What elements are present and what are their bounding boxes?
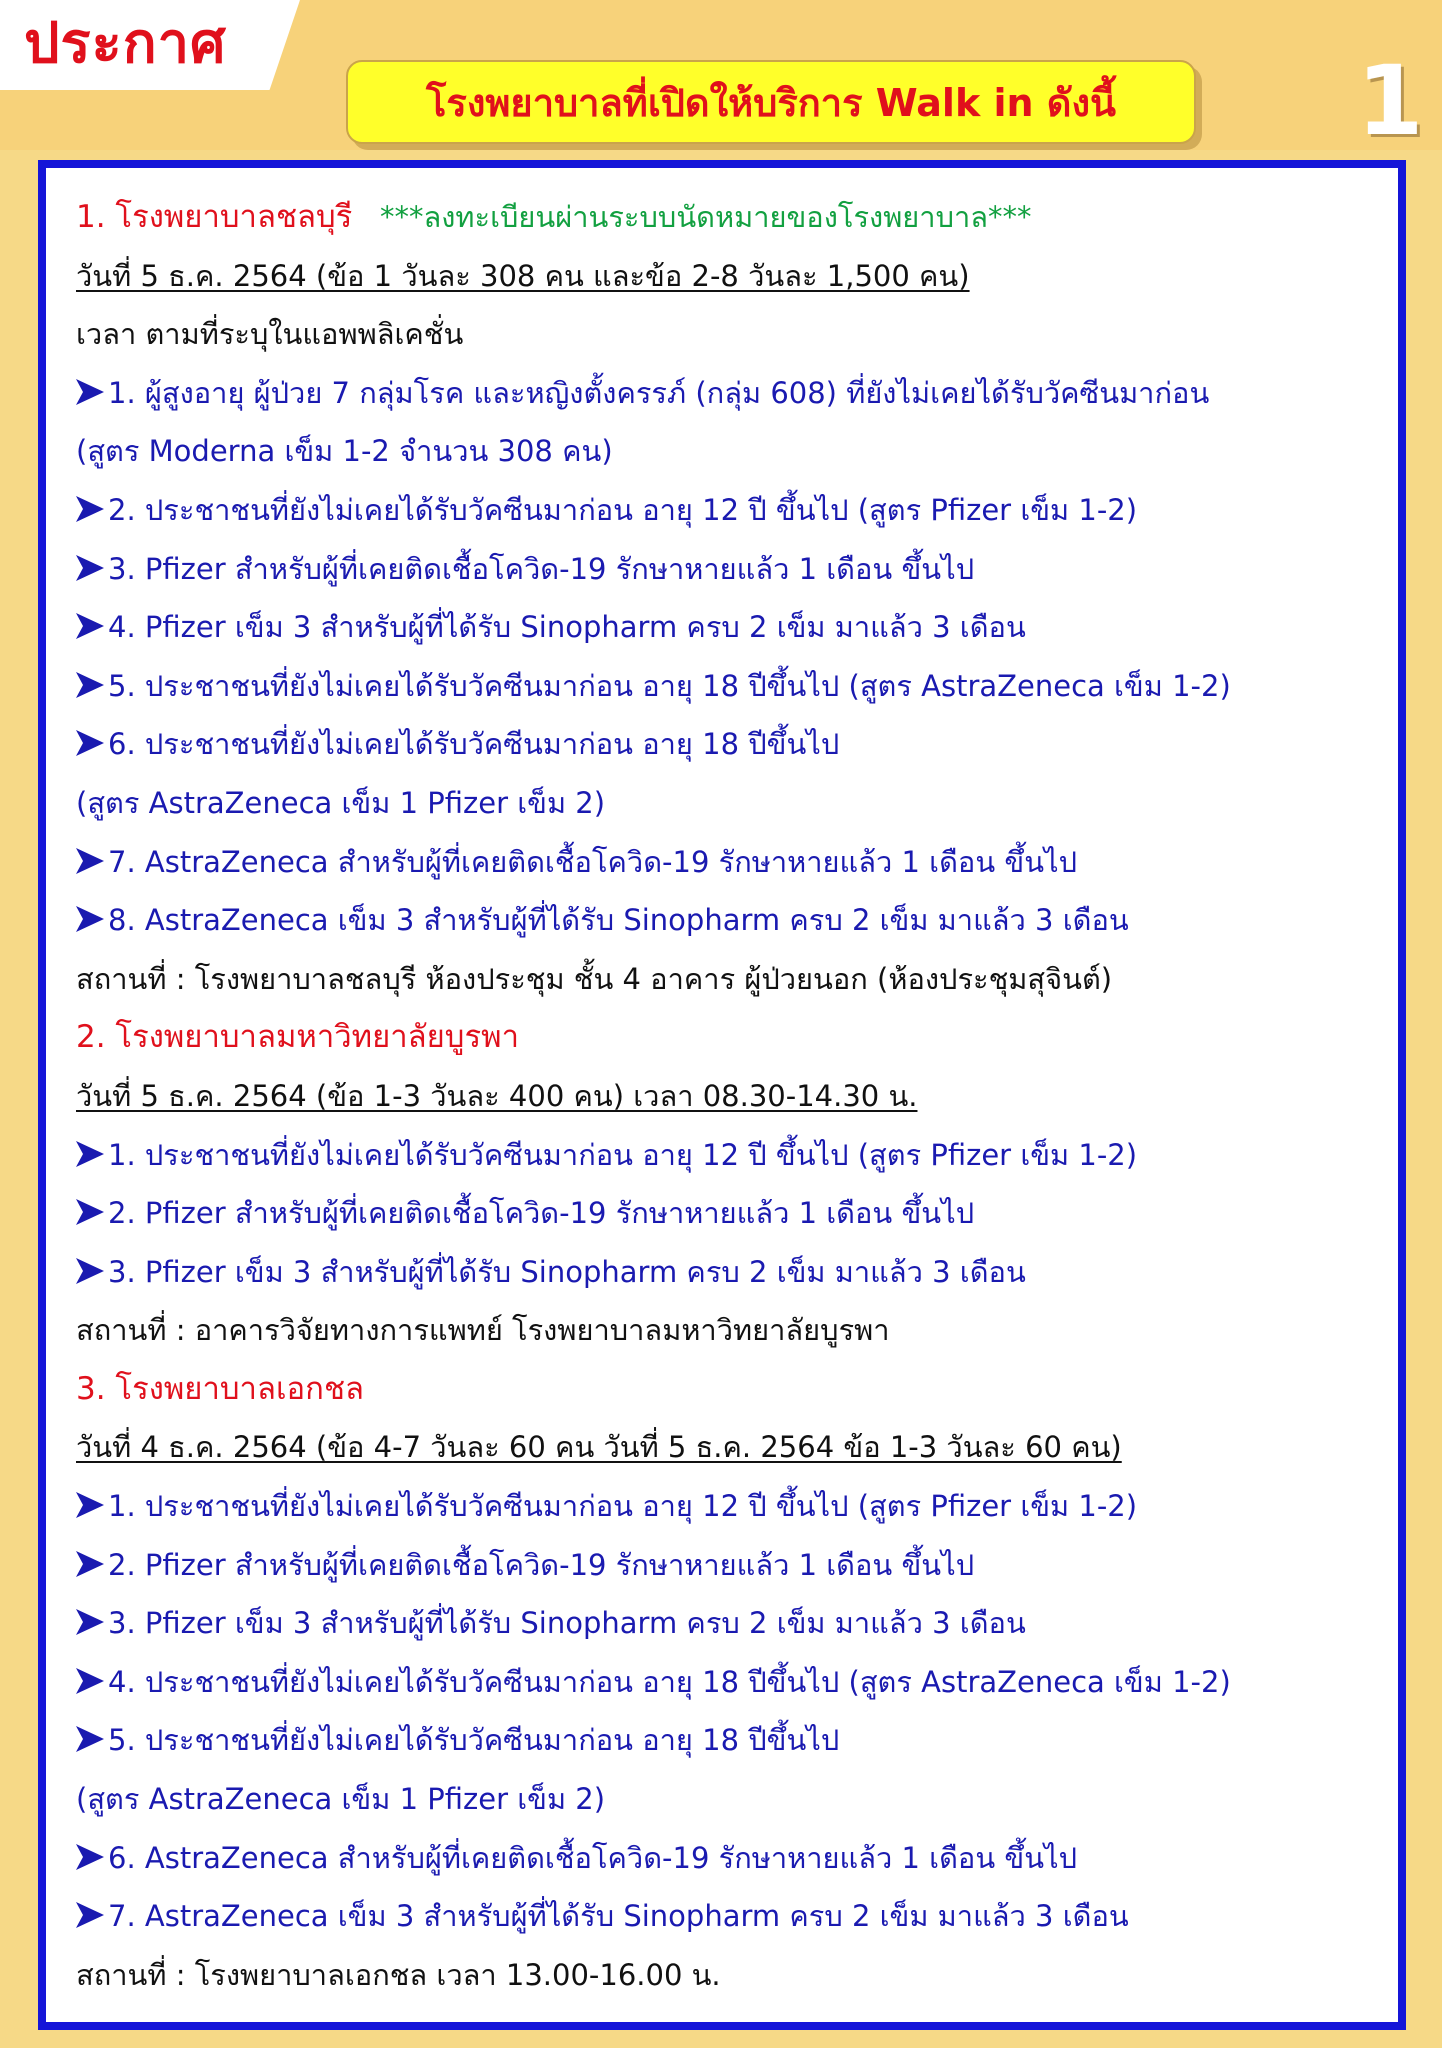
section-time: เวลา ตามที่ระบุในแอพพลิเคชั่น (76, 317, 464, 352)
list-item (76, 481, 1376, 540)
list-item (76, 891, 1376, 950)
list-item-text: 8. AstraZeneca เข็ม 3 สำหรับผู้ที่ได้รับ Sinopharm ครบ 2 เข็ม มาแล้ว 3 เดือน (108, 903, 1129, 938)
list-item (76, 540, 1376, 599)
list-item-text: 7. AstraZeneca สำหรับผู้ที่เคยติดเชื้อโควิด-19 รักษาหายแล้ว 1 เดือน ขึ้นไป (108, 844, 1078, 879)
list-item (76, 1126, 1376, 1185)
list-item-text: 1. ผู้สูงอายุ ผู้ป่วย 7 กลุ่มโรค และหญิงตั้งครรภ์ (กลุ่ม 608) ที่ยังไม่เคยได้รับวัคซีนมาก่อน (108, 375, 1210, 410)
arrow-bullet-icon (76, 379, 104, 405)
section-place: สถานที่ : อาคารวิจัยทางการแพทย์ โรงพยาบาลมหาวิทยาลัยบูรพา (76, 1313, 890, 1348)
section-3-heading-row (76, 1360, 1376, 1419)
list-item-text: 3. Pfizer เข็ม 3 สำหรับผู้ที่ได้รับ Sinopharm ครบ 2 เข็ม มาแล้ว 3 เดือน (108, 1254, 1026, 1289)
list-item-text: 6. AstraZeneca สำหรับผู้ที่เคยติดเชื้อโควิด-19 รักษาหายแล้ว 1 เดือน ขึ้นไป (108, 1840, 1078, 1875)
page-title: โรงพยาบาลที่เปิดให้บริการ Walk in ดังนี้ (426, 80, 1116, 125)
section-place: สถานที่ : โรงพยาบาลชลบุรี ห้องประชุม ชั้น 4 อาคาร ผู้ป่วยนอก (ห้องประชุมสุจินต์) (76, 961, 1113, 996)
registration-note: ***ลงทะเบียนผ่านระบบนัดหมายของโรงพยาบาล*** (379, 200, 1032, 234)
arrow-bullet-icon (76, 1199, 104, 1225)
section-heading: 1. โรงพยาบาลชลบุรี (76, 199, 353, 235)
list-item-continuation: (สูตร Moderna เข็ม 1-2 จำนวน 308 คน) (76, 434, 613, 469)
list-item (76, 364, 1376, 423)
list-item-text: 6. ประชาชนที่ยังไม่เคยได้รับวัคซีนมาก่อน อายุ 18 ปีขึ้นไป (108, 727, 840, 762)
list-item (76, 657, 1376, 716)
list-item (76, 1711, 1376, 1770)
list-item-text: 7. AstraZeneca เข็ม 3 สำหรับผู้ที่ได้รับ Sinopharm ครบ 2 เข็ม มาแล้ว 3 เดือน (108, 1899, 1129, 1934)
list-item-text: 5. ประชาชนที่ยังไม่เคยได้รับวัคซีนมาก่อน อายุ 18 ปีขึ้นไป (108, 1723, 840, 1758)
list-item (76, 1477, 1376, 1536)
arrow-bullet-icon (76, 496, 104, 522)
section-heading: 2. โรงพยาบาลมหาวิทยาลัยบูรพา (76, 1019, 519, 1056)
arrow-bullet-icon (76, 730, 104, 756)
section-date: วันที่ 5 ธ.ค. 2564 (ข้อ 1-3 วันละ 400 คน) เวลา 08.30-14.30 น. (76, 1078, 918, 1113)
section-place: สถานที่ : โรงพยาบาลเอกชล เวลา 13.00-16.00 น. (76, 1957, 721, 1992)
list-item-text: 1. ประชาชนที่ยังไม่เคยได้รับวัคซีนมาก่อน อายุ 12 ปี ขึ้นไป (สูตร Pfizer เข็ม 1-2) (108, 1137, 1138, 1172)
list-item (76, 1653, 1376, 1712)
list-item-text: 5. ประชาชนที่ยังไม่เคยได้รับวัคซีนมาก่อน อายุ 18 ปีขึ้นไป (สูตร AstraZeneca เข็ม 1-2) (108, 668, 1231, 703)
list-item-text: 4. ประชาชนที่ยังไม่เคยได้รับวัคซีนมาก่อน อายุ 18 ปีขึ้นไป (สูตร AstraZeneca เข็ม 1-2) (108, 1664, 1231, 1699)
list-item (76, 833, 1376, 892)
page-number: 1 (1356, 45, 1424, 157)
arrow-bullet-icon (76, 906, 104, 932)
list-item-text: 2. Pfizer สำหรับผู้ที่เคยติดเชื้อโควิด-19 รักษาหายแล้ว 1 เดือน ขึ้นไป (108, 1196, 975, 1231)
list-item (76, 1829, 1376, 1888)
arrow-bullet-icon (76, 613, 104, 639)
arrow-bullet-icon (76, 1551, 104, 1577)
list-item-text: 1. ประชาชนที่ยังไม่เคยได้รับวัคซีนมาก่อน อายุ 12 ปี ขึ้นไป (สูตร Pfizer เข็ม 1-2) (108, 1489, 1138, 1524)
section-date: วันที่ 4 ธ.ค. 2564 (ข้อ 4-7 วันละ 60 คน วันที่ 5 ธ.ค. 2564 ข้อ 1-3 วันละ 60 คน) (76, 1430, 1122, 1465)
list-item (76, 1243, 1376, 1302)
arrow-bullet-icon (76, 848, 104, 874)
list-item (76, 1184, 1376, 1243)
arrow-bullet-icon (76, 672, 104, 698)
list-item-text: 3. Pfizer เข็ม 3 สำหรับผู้ที่ได้รับ Sinopharm ครบ 2 เข็ม มาแล้ว 3 เดือน (108, 1606, 1026, 1641)
list-item (76, 1536, 1376, 1595)
arrow-bullet-icon (76, 1258, 104, 1284)
list-item (76, 1887, 1376, 1946)
arrow-bullet-icon (76, 1492, 104, 1518)
arrow-bullet-icon (76, 1902, 104, 1928)
section-1-heading-row (76, 188, 1376, 247)
list-item-text: 2. Pfizer สำหรับผู้ที่เคยติดเชื้อโควิด-19 รักษาหายแล้ว 1 เดือน ขึ้นไป (108, 1547, 975, 1582)
list-item (76, 1594, 1376, 1653)
arrow-bullet-icon (76, 1844, 104, 1870)
list-item-text: 4. Pfizer เข็ม 3 สำหรับผู้ที่ได้รับ Sinopharm ครบ 2 เข็ม มาแล้ว 3 เดือน (108, 610, 1026, 645)
announcement-badge-label: ประกาศ (24, 11, 227, 76)
section-date: วันที่ 5 ธ.ค. 2564 (ข้อ 1 วันละ 308 คน และข้อ 2-8 วันละ 1,500 คน) (76, 258, 970, 293)
content-panel (46, 168, 1398, 2022)
section-2-heading-row (76, 1008, 1376, 1067)
list-item (76, 598, 1376, 657)
list-item-continuation: (สูตร AstraZeneca เข็ม 1 Pfizer เข็ม 2) (76, 1782, 606, 1817)
arrow-bullet-icon (76, 1668, 104, 1694)
section-heading: 3. โรงพยาบาลเอกชล (76, 1370, 364, 1407)
list-item-continuation: (สูตร AstraZeneca เข็ม 1 Pfizer เข็ม 2) (76, 785, 606, 820)
content-frame (38, 160, 1406, 2030)
list-item-text: 3. Pfizer สำหรับผู้ที่เคยติดเชื้อโควิด-19 รักษาหายแล้ว 1 เดือน ขึ้นไป (108, 551, 975, 586)
arrow-bullet-icon (76, 1726, 104, 1752)
title-banner (346, 60, 1196, 144)
list-item-text: 2. ประชาชนที่ยังไม่เคยได้รับวัคซีนมาก่อน อายุ 12 ปี ขึ้นไป (สูตร Pfizer เข็ม 1-2) (108, 492, 1138, 527)
arrow-bullet-icon (76, 555, 104, 581)
arrow-bullet-icon (76, 1141, 104, 1167)
arrow-bullet-icon (76, 1609, 104, 1635)
list-item (76, 715, 1376, 774)
